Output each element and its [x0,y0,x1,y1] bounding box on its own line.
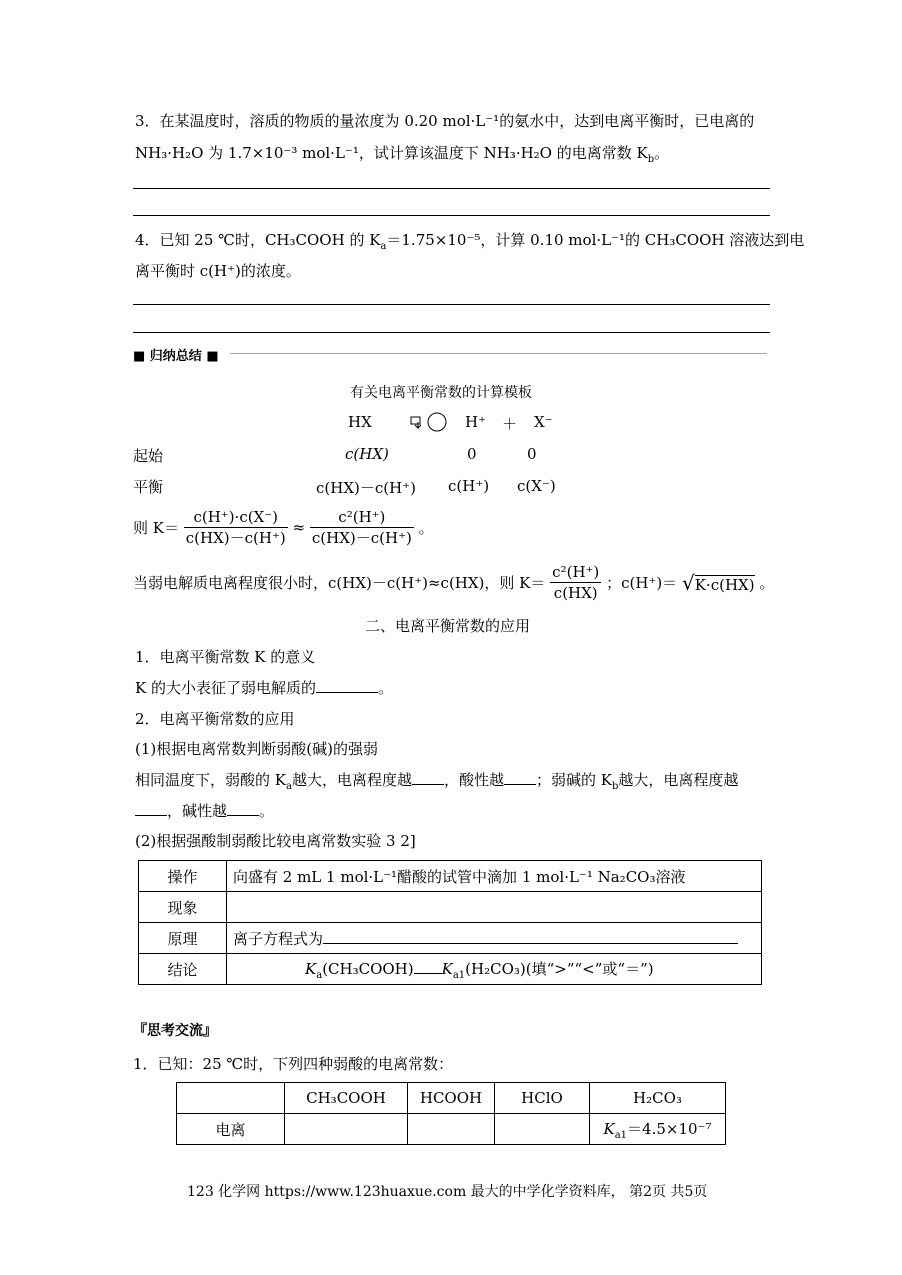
table-row [177,1083,726,1114]
question-3-line2: NH₃·H₂O 为 1.7×10⁻³ mol·L⁻¹，试计算该温度下 NH₃·H₂O 的电离常数 $K_b$。 [135,144,670,165]
answer-line[interactable] [133,304,770,305]
eq-h-value: c(H⁺) [448,477,490,495]
answer-line[interactable] [133,215,770,216]
row-label: 原理 [139,923,227,954]
section-2-p2-sub2: (2)根据强酸制弱酸比较电离常数实验 3 2] [135,832,416,850]
start-hx: c(HX) [345,445,389,463]
eq-h: H⁺ [465,413,486,431]
table-row [139,954,762,985]
start-label: 起始 [133,447,164,465]
row-label: 结论 [139,954,227,985]
weak-approximation: 当弱电解质电离程度很小时，c(HX)－c(H⁺)≈c(HX)，则 K＝ $\frac{\text{c²(H⁺)}}{c(HX)}$ ；c(H⁺)＝ √K·c(HX) 。 [133,563,775,602]
table-cell [285,1114,408,1145]
header-cell: HCOOH [408,1083,495,1114]
row-content-blank[interactable] [227,892,762,923]
acid-constants-table [176,1082,726,1145]
section-2-p1-text: K 的大小表征了弱电解质的 。 [135,679,393,697]
sqrt-expression: √K·c(HX) [681,570,755,595]
fill-blank[interactable] [414,959,442,974]
section-2-p1-title: 1．电离平衡常数 K 的意义 [135,648,316,666]
section-2-title: 二、电离平衡常数的应用 [365,617,531,635]
table-cell [495,1114,590,1145]
fill-blank[interactable] [504,770,536,785]
eq-plus: ＋ [502,415,518,433]
start-h: 0 [467,445,477,463]
header-cell [177,1083,285,1114]
table-row [139,892,762,923]
think-q1: 1．已知：25 ℃时，下列四种弱酸的电离常数： [133,1055,454,1073]
start-x: 0 [527,445,537,463]
fill-blank[interactable] [227,801,259,816]
question-4-line2: 离平衡时 c(H⁺)的浓度。 [135,262,301,280]
answer-line[interactable] [133,188,770,189]
header-cell: CH₃COOH [285,1083,408,1114]
row-content: 向盛有 2 mL 1 mol·L⁻¹醋酸的试管中滴加 1 mol·L⁻¹ Na₂CO₃溶液 [227,861,762,892]
fill-blank[interactable] [412,770,444,785]
header-cell: H₂CO₃ [590,1083,726,1114]
section-2-p2-title: 2．电离平衡常数的应用 [135,710,295,728]
table-cell: $K_{a1}=4.5\times 10^{-7}$ [590,1114,726,1145]
divider [230,353,767,354]
equilibrium-arrow-icon [410,412,450,438]
experiment-table [138,860,762,985]
row-label: 电离 [177,1114,285,1145]
eq-x-value: c(X⁻) [517,477,556,495]
question-3-line1: 3．在某温度时，溶质的物质的量浓度为 0.20 mol·L⁻¹的氨水中，达到电离平衡时，已电离的 [135,112,755,130]
answer-line[interactable] [133,332,770,333]
fill-blank[interactable] [316,678,378,693]
footer: 123 化学网 https://www.123huaxue.com 最大的中学化学资料库， 第2页 共5页 [187,1184,708,1200]
k-formula: 则 K＝ $\frac{c(H^+)\cdot c(X^-)}{c(HX)-c(H^+)}$ ≈ $\frac{\text{c²(H⁺)}}{c(HX)-c(H^+)}$ 。 [133,508,434,547]
section-2-p2-line1: 相同温度下，弱酸的 $K_a$越大，电离程度越 ，酸性越 ；弱碱的 $K_b$越大，电离程度越 [135,771,739,792]
sqrt-icon: √ [681,570,695,595]
table-row [139,861,762,892]
section-2-p2-line2: ，碱性越 。 [135,800,274,821]
question-4-line1: 4．已知 25 ℃时，CH₃COOH 的 $K_a=1.75\times 10^{-5}$，计算 0.10 mol·L⁻¹的 CH₃COOH 溶液达到电 [135,231,805,252]
row-content: $K_a(CH_3COOH)$ $K_{a1}(H_2CO_3)$(填“>”“<”或“＝”) [227,954,762,985]
summary-heading: ■ 归纳总结 ■ [133,349,219,364]
fill-blank[interactable] [135,801,167,816]
section-2-p2-sub1: (1)根据电离常数判断弱酸(碱)的强弱 [135,740,378,758]
equilibrium-label: 平衡 [133,478,164,496]
think-heading: 『思考交流』 [133,1023,217,1039]
header-cell: HClO [495,1083,590,1114]
eq-hx-value: c(HX)－c(H⁺) [316,479,416,497]
row-label: 现象 [139,892,227,923]
eq-x: X⁻ [534,413,553,431]
table-row [139,923,762,954]
table-cell [408,1114,495,1145]
row-content: 离子方程式为 [227,923,762,954]
eq-hx: HX [348,413,372,431]
template-title: 有关电离平衡常数的计算模板 [350,385,532,401]
fill-blank[interactable] [323,929,738,944]
table-row [177,1114,726,1145]
row-label: 操作 [139,861,227,892]
